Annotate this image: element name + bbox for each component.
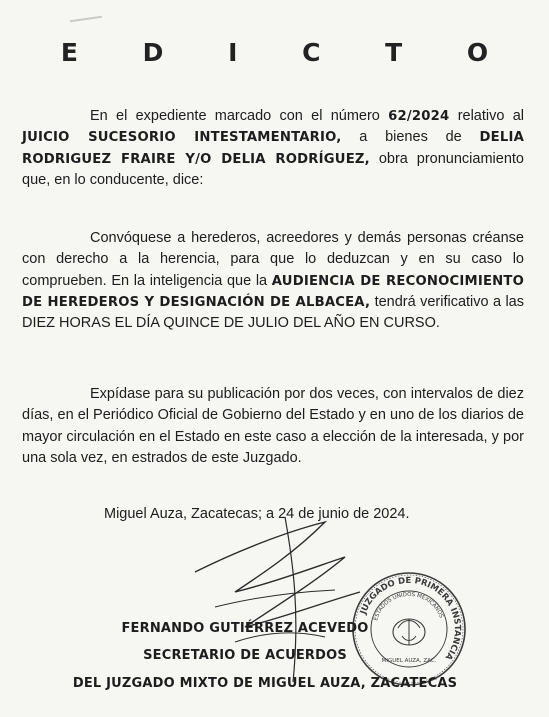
signer-position: SECRETARIO DE ACUERDOS xyxy=(143,648,347,663)
proceeding-type: JUICIO SUCESORIO INTESTAMENTARIO, xyxy=(22,130,342,146)
intro-text-3: a bienes de xyxy=(341,129,480,146)
paragraph-case-intro xyxy=(22,106,524,191)
convocation-text-2: tendrá verificativo a las DIEZ HORAS EL DÍA QUINCE DE JULIO DEL AÑO EN CURSO. xyxy=(22,293,524,332)
intro-text-2: relativo al xyxy=(449,108,524,124)
paragraph-convocation xyxy=(22,228,524,334)
convocation-text-1: Convóquese a herederos, acreedores y demás personas créanse con derecho a la herencia, para que lo deduzcan y en su caso lo comprueben. En la inteligencia que la xyxy=(22,230,524,289)
intro-text-1: En el expediente marcado con el número xyxy=(90,108,389,124)
paragraph-publication xyxy=(22,384,524,469)
intro-text-4: obra pronunciamiento que, en lo conducente, dice: xyxy=(22,150,524,188)
hearing-name: AUDIENCIA DE RECONOCIMIENTO DE HEREDEROS Y DESIGNACIÓN DE ALBACEA, xyxy=(22,273,525,310)
deceased-name: DELIA RODRIGUEZ FRAIRE Y/O DELIA RODRÍGUEZ, xyxy=(22,130,524,167)
place-and-date: Miguel Auza, Zacatecas; a 24 de junio de 2024. xyxy=(104,506,410,522)
scan-artifact xyxy=(70,16,102,22)
case-number: 62/2024 xyxy=(388,109,450,124)
signer-name: FERNANDO GUTIÉRREZ ACEVEDO xyxy=(121,621,369,636)
seal-inner-text: ESTADOS UNIDOS MEXICANOS xyxy=(373,591,444,622)
document-title: E D I C T O xyxy=(60,38,517,67)
svg-text:ESTADOS UNIDOS MEXICANOS xyxy=(373,592,444,621)
seal-outer-text: JUZGADO DE PRIMERA INSTANCIA xyxy=(358,575,463,662)
signer-court: DEL JUZGADO MIXTO DE MIGUEL AUZA, ZACATECAS xyxy=(72,676,458,691)
publication-text: Expídase para su publicación por dos veces, con intervalos de diez días, en el Periódico Oficial de Gobierno del Estado y en uno de los diarios de mayor circulación en el Estado en este caso a elección de la interesada, y por una sola vez, en estrados de este Juzgado. xyxy=(22,386,524,466)
seal-location: MIGUEL AUZA, ZAC. xyxy=(381,658,437,664)
